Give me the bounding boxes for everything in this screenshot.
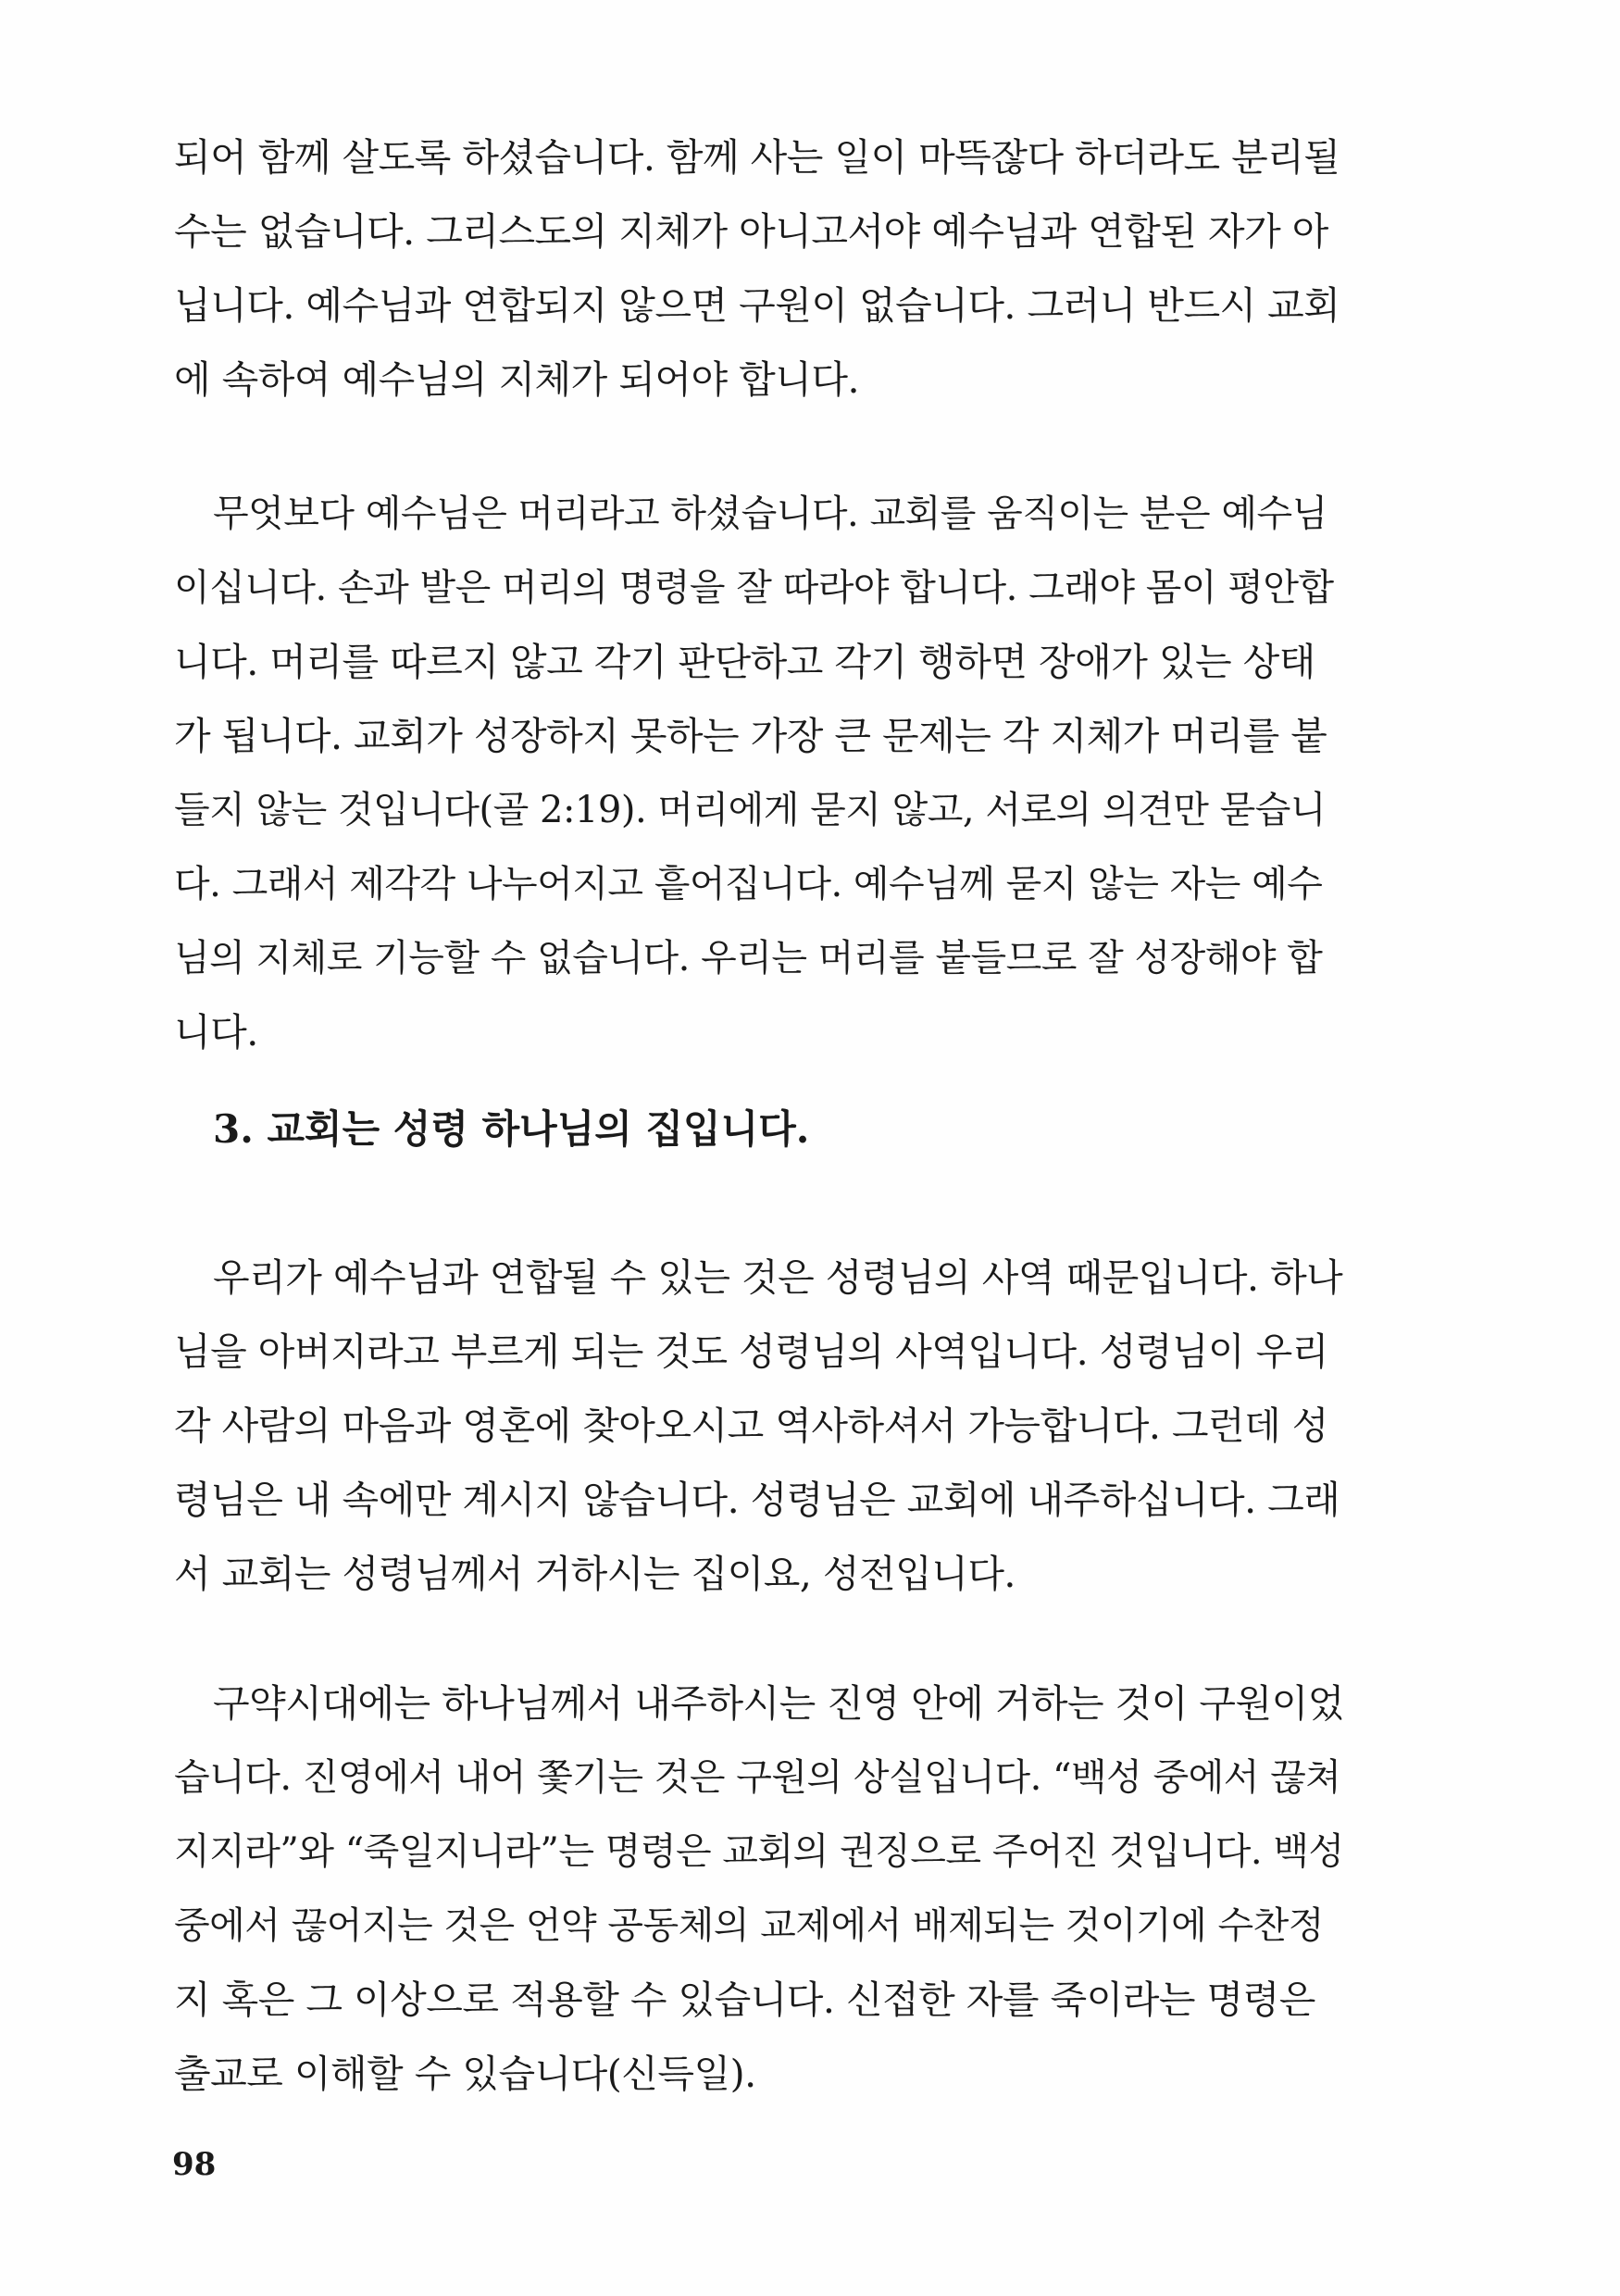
section-heading: 3. 교회는 성령 하나님의 집입니다. <box>213 1106 810 1152</box>
text-line: 님을 아버지라고 부르게 되는 것도 성령님의 사역입니다. 성령님이 우리 <box>174 1329 1328 1374</box>
text-line: 중에서 끊어지는 것은 언약 공동체의 교제에서 배제되는 것이기에 수찬정 <box>174 1904 1324 1947</box>
text-line: 이십니다. 손과 발은 머리의 명령을 잘 따라야 합니다. 그래야 몸이 평안합 <box>174 567 1334 609</box>
text-line: 서 교회는 성령님께서 거하시는 집이요, 성전입니다. <box>174 1552 1016 1596</box>
text-line: 에 속하여 예수님의 지체가 되어야 합니다. <box>174 357 859 402</box>
text-line: 령님은 내 속에만 계시지 않습니다. 성령님은 교회에 내주하십니다. 그래 <box>174 1478 1340 1522</box>
text-line: 각 사람의 마음과 영혼에 찾아오시고 역사하셔서 가능합니다. 그런데 성 <box>174 1404 1328 1448</box>
text-line: 출교로 이해할 수 있습니다(신득일). <box>174 2052 756 2096</box>
text-line: 되어 함께 살도록 하셨습니다. 함께 사는 일이 마뜩잖다 하더라도 분리될 <box>174 135 1340 180</box>
text-line: 무엇보다 예수님은 머리라고 하셨습니다. 교회를 움직이는 분은 예수님 <box>213 493 1327 535</box>
text-line: 니다. <box>174 1010 258 1054</box>
text-line: 구약시대에는 하나님께서 내주하시는 진영 안에 거하는 것이 구원이었 <box>213 1681 1344 1726</box>
text-line: 우리가 예수님과 연합될 수 있는 것은 성령님의 사역 때문입니다. 하나 <box>213 1255 1343 1300</box>
text-line: 지지라”와 “죽일지니라”는 명령은 교회의 권징으로 주어진 것입니다. 백성 <box>174 1830 1344 1873</box>
text-line: 지 혹은 그 이상으로 적용할 수 있습니다. 신접한 자를 죽이라는 명령은 <box>174 1978 1315 2022</box>
paragraph-1 <box>174 120 1350 417</box>
text-line: 습니다. 진영에서 내어 쫓기는 것은 구원의 상실입니다. “백성 중에서 끊쳐 <box>174 1756 1341 1799</box>
paragraph-4 <box>174 1666 1350 2111</box>
paragraph-3 <box>174 1241 1350 1611</box>
text-line: 니다. 머리를 따르지 않고 각기 판단하고 각기 행하면 장애가 있는 상태 <box>174 640 1315 684</box>
page-number: 98 <box>172 2146 217 2183</box>
text-line: 들지 않는 것입니다(골 2:19). 머리에게 묻지 않고, 서로의 의견만 묻습니 <box>174 789 1327 831</box>
paragraph-2 <box>174 477 1350 1069</box>
text-line: 님의 지체로 기능할 수 없습니다. 우리는 머리를 붙들므로 잘 성장해야 합 <box>174 937 1323 980</box>
text-line: 다. 그래서 제각각 나누어지고 흩어집니다. 예수님께 묻지 않는 자는 예수 <box>174 863 1323 905</box>
text-line: 가 됩니다. 교회가 성장하지 못하는 가장 큰 문제는 각 지체가 머리를 붙 <box>174 714 1327 758</box>
text-line: 닙니다. 예수님과 연합되지 않으면 구원이 없습니다. 그러니 반드시 교회 <box>174 283 1340 328</box>
text-line: 수는 없습니다. 그리스도의 지체가 아니고서야 예수님과 연합된 자가 아 <box>174 209 1328 254</box>
